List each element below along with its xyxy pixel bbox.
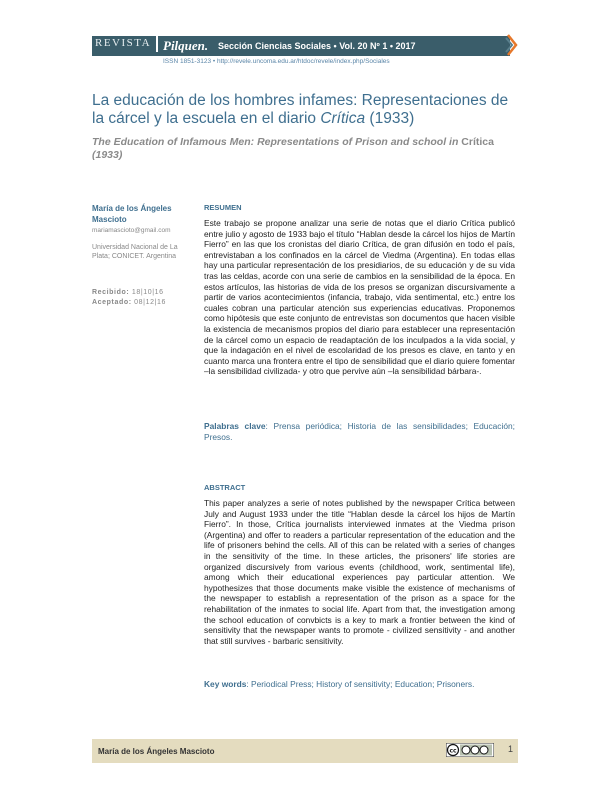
author-name: María de los Ángeles Mascioto [92, 204, 172, 224]
resumen-keywords: Palabras clave: Prensa periódica; Historia de las sensibilidades; Educación; Presos. [204, 421, 515, 442]
creative-commons-icon[interactable] [446, 743, 494, 757]
chevron-right-icon [505, 33, 519, 57]
abstract-keywords: Key words: Periodical Press; History of sensitivity; Education; Prisoners. [204, 679, 475, 689]
svg-text:cc: cc [449, 747, 457, 755]
received-date: 18|10|16 [131, 289, 164, 296]
page-title: La educación de los hombres infames: Representaciones de la cárcel y la escuela en el diario Crítica (1933) [92, 92, 509, 127]
footer-author: María de los Ángeles Mascioto [98, 747, 215, 756]
page-number: 1 [508, 744, 514, 754]
resumen-heading: RESUMEN [204, 203, 242, 212]
abstract-text: This paper analyzes a serie of notes published by the newspaper Crítica between July and August 1933 under the title “Hablan desde la cárcel los hijos de Martín Fierro”. In those, Crítica journalists interviewed inmates at the Viedma prison (Argentina) and offer to readers a particular representation of the education and the life of prisoners behind the cells. All of this can be related with a series of changes in the sensitivity of the time. In these articles, the prisoners' life stories are organized discursively from various events (childhood, work, sentimental life), among which their educational experiences pay particular attention. We hypothesizes that those documents make visible the existence of mechanisms of the newspaper to establish a representation of the prison as a space for the rehabilitation of the inmates to social life. Apart from that, the investigation among the school education of convbicts is a key to mark a frontier between the kind of sensitivity that the newspaper wants to promote - civilized sensitivity - and another that still survives - barbaric sensitivity. [204, 498, 515, 646]
page-subtitle: The Education of Infamous Men: Representations of Prison and school in Crítica (1933) [92, 136, 494, 161]
accepted-date: 08|12|16 [134, 299, 166, 306]
journal-section-info: Sección Ciencias Sociales • Vol. 20 Nº 1 • 2017 [218, 41, 416, 51]
dates-block [92, 288, 166, 308]
issn-url[interactable]: ISSN 1851-3123 • http://revele.uncoma.edu.ar/htdoc/revele/index.php/Sociales [163, 58, 390, 65]
abstract-heading: ABSTRACT [204, 483, 246, 492]
resumen-text: Este trabajo se propone analizar una serie de notas que el diario Crítica publicó entre julio y agosto de 1933 bajo el título “Hablan desde la cárcel los hijos de Martín Fierro” en las que los cronistas del diario Crítica, de gran difusión en todo el país, entrevistaban a los confinados en la cárcel de Viedma (Argentina). En todas ellas hay una particular representación de los presidiarios, de su educación y de su vida tras las celdas, acorde con una serie de cambios en la sensibilidad de la época. En estos artículos, las historias de vida de los presos se organizan discursivamente a partir de varios acontecimientos (infancia, trabajo, vida sentimental, etc.) entre los cuales cobran una particular atención sus experiencias educativas. Proponemos como hipótesis que este conjunto de entrevistas son documentos que hacen visible la existencia de mecanismos propios del diario para establecer una representación de la cárcel como un espacio de readaptación de los inculpados a la vida social, y que la indagación en el nivel de escolaridad de los presos es clave, en tanto y en cuanto marca una frontera entre el tipo de sensibilidad que el diario quiere fomentar –la sensibilidad civilizada- y otro que pervive aún –la sensibilidad bárbara-. [204, 218, 515, 377]
accepted-label: Aceptado: [92, 299, 132, 306]
author-email[interactable]: mariamascioto@gmail.com [92, 227, 171, 234]
journal-logo-text: Pilquen. [163, 38, 209, 53]
author-affiliation: Universidad Nacional de La Plata; CONICET. Argentina [92, 244, 178, 260]
journal-revista-label: REVISTA [95, 37, 152, 49]
received-label: Recibido: [92, 289, 130, 296]
